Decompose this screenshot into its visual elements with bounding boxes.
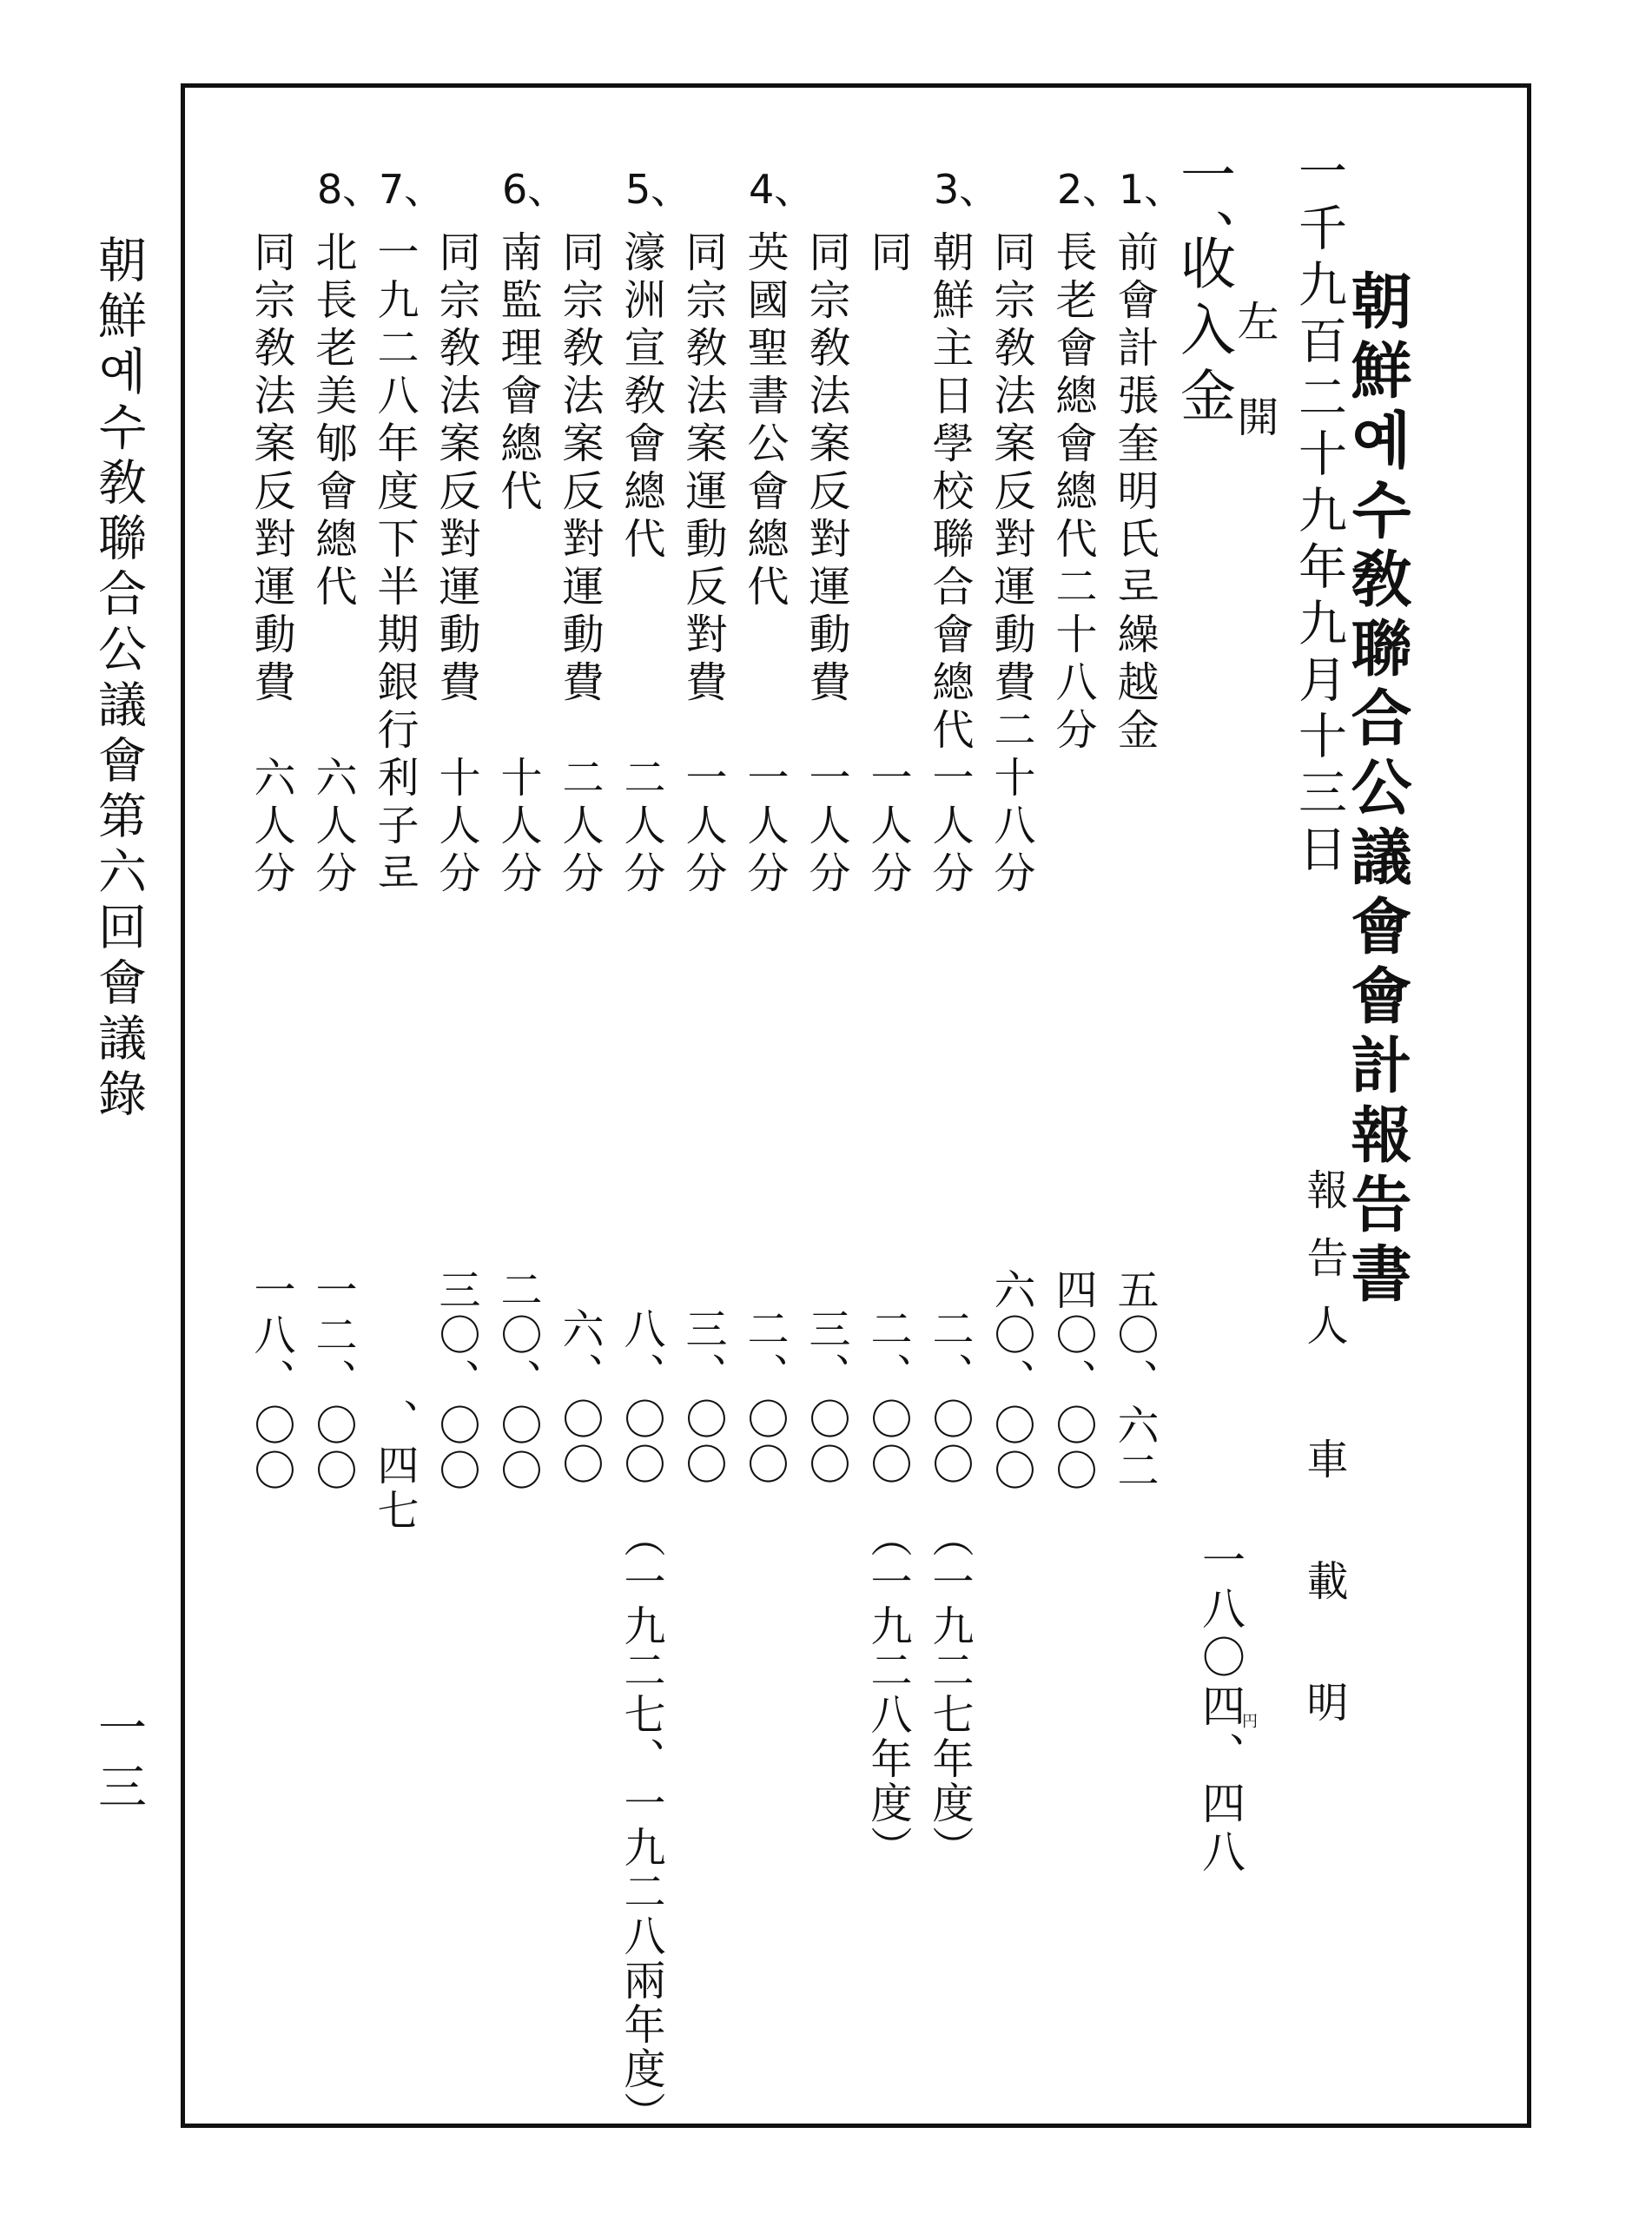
entry-description: 長老會總會總代二十八分 [1048,230,1097,756]
left-open-label: 左 開 [1230,300,1279,443]
entry-amount: 三〇、〇〇 [432,1268,480,1494]
entry-amount: 三、〇〇 [802,1307,850,1488]
entry-number: 2、 [1057,166,1123,213]
entry-description: 南監理會總代 十人分 [493,230,542,899]
entry-number: 5、 [625,166,691,213]
entry-number: 7、 [379,166,445,213]
entry-number: 8、 [317,166,383,213]
entry-description: 一九二八年度下半期銀行利子로 [370,230,419,899]
entry-year-note: （一九二八年度） [863,1516,912,1870]
entry-number: 3、 [934,166,1000,213]
entry-amount: 二、〇〇 [863,1307,912,1488]
entry-year-note: （一九二七年度） [925,1516,974,1870]
section-marker: 一、 [1171,146,1235,271]
page-number: 一三 [90,1702,147,1820]
entry-amount: 六〇、〇〇 [987,1268,1035,1494]
entry-description: 同宗敎法案反對運動費 二人分 [555,230,604,899]
section-title: 收入金 [1171,235,1235,433]
entry-number: 6、 [502,166,568,213]
total-value: 一八〇四、四八 [1195,1537,1246,1878]
entry-description: 同 一人分 [863,230,912,899]
reporter-label: 報告人 [1299,1168,1348,1371]
entry-description: 前會計張奎明氏로繰越金 [1110,230,1159,756]
entry-amount: 五〇、六二 [1110,1268,1159,1494]
entry-number: 1、 [1119,166,1185,213]
entry-description: 英國聖書公會總代 一人分 [740,230,789,899]
entry-description: 朝鮮主日學校聯合會總代一人分 [925,230,974,899]
report-title: 朝鮮예수敎聯合公議會會計報告書 [1341,269,1413,1311]
total-amount [1195,1537,1246,1878]
entry-description: 同宗敎法案反對運動費 六人分 [247,230,295,899]
entry-description: 北長老美郇會總代 六人分 [308,230,357,899]
entry-amount: 三、〇〇 [678,1307,727,1488]
entry-description: 同宗敎法案反對運動費 十人分 [432,230,480,899]
entry-amount: 一八、〇〇 [247,1268,295,1494]
entry-amount: 、四七 [370,1398,419,1534]
entry-amount: 二、〇〇 [740,1307,789,1488]
entry-description: 同宗敎法案運動反對費 一人分 [678,230,727,899]
entry-description: 同宗敎法案反對運動費 一人分 [802,230,850,899]
entry-number: 4、 [749,166,815,213]
entry-year-note: （一九二七、一九二八兩年度） [617,1516,665,2136]
entry-amount: 一二、〇〇 [308,1268,357,1494]
entry-amount: 八、〇〇 [617,1307,665,1488]
report-date: 一千九百二十九年九月十三日 [1291,146,1347,880]
running-head: 朝鮮예수敎聯合公議會第六回會議錄 [90,235,147,1124]
entry-amount: 二、〇〇 [925,1307,974,1488]
reporter-name: 車 載 明 [1299,1437,1348,1741]
entry-amount: 四〇、〇〇 [1048,1268,1097,1494]
yen-mark: 円 [1242,1713,1258,1731]
entry-amount: 二〇、〇〇 [493,1268,542,1494]
entry-amount: 六、〇〇 [555,1307,604,1488]
entry-description: 同宗敎法案反對運動費二十八分 [987,230,1035,899]
entry-description: 濠洲宣敎會總代 二人分 [617,230,665,899]
